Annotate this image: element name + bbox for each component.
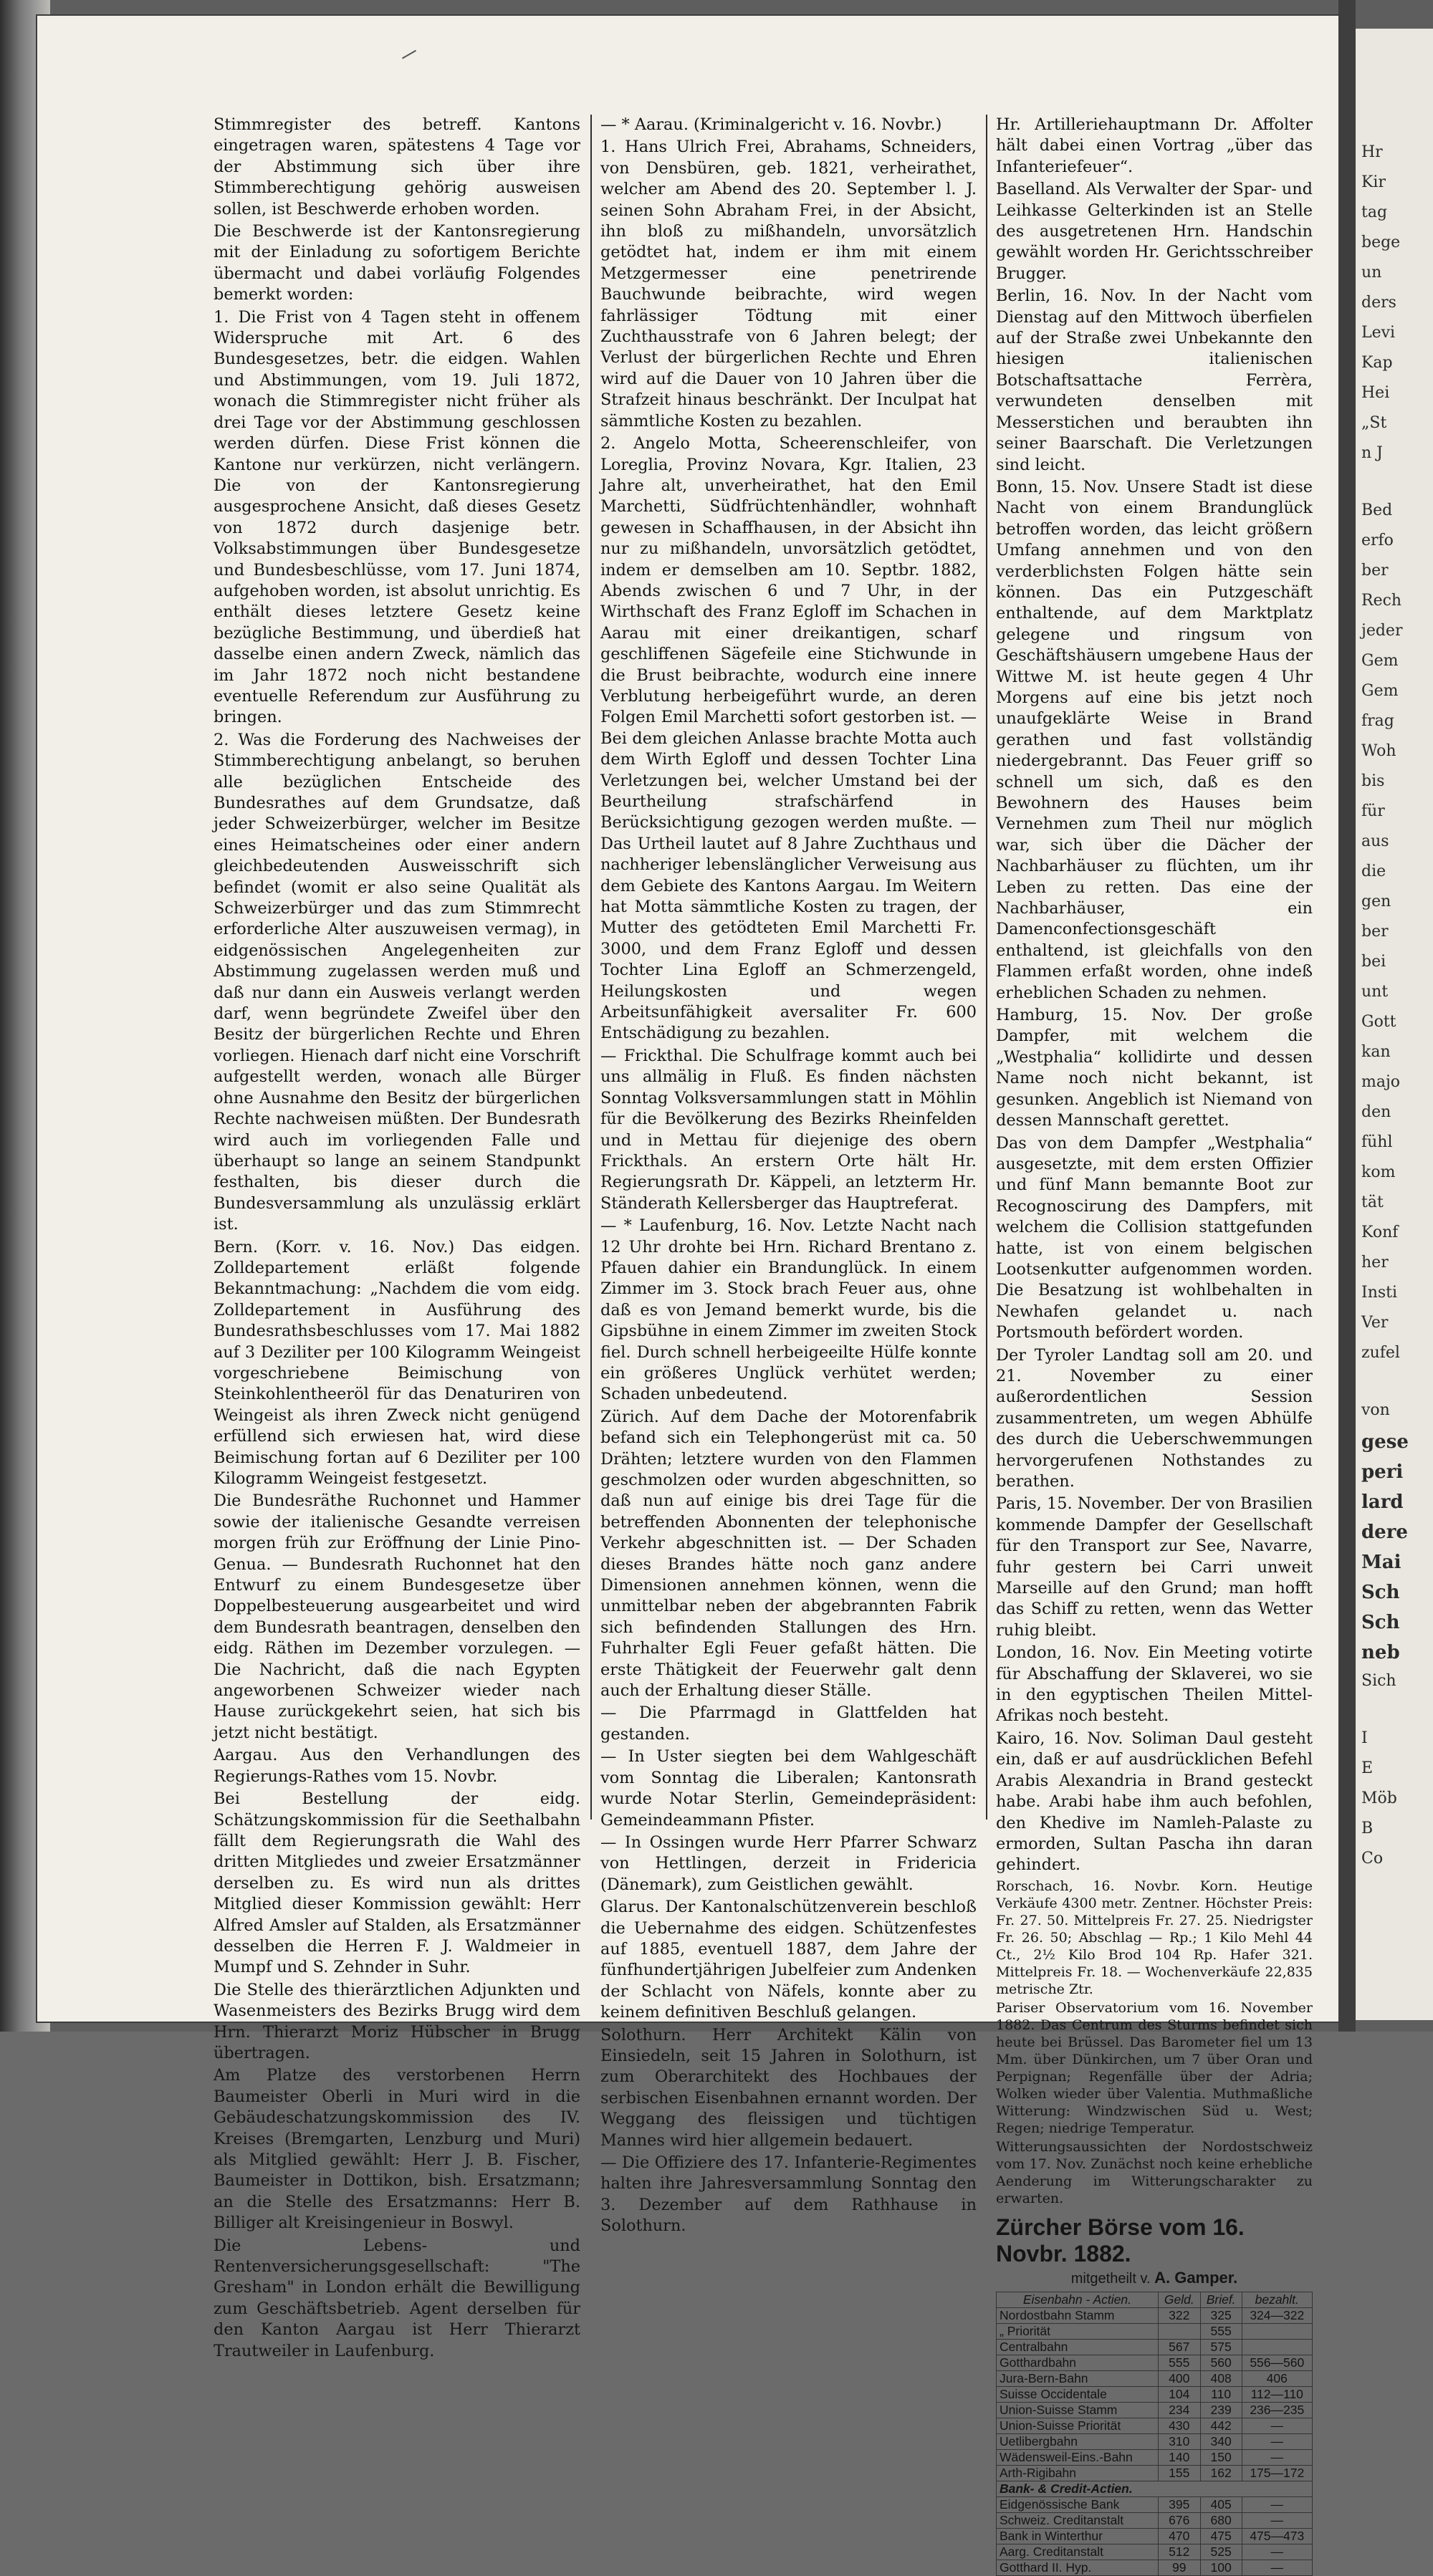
table-row bbox=[997, 2449, 1313, 2465]
table-header: bezahlt. bbox=[1242, 2292, 1312, 2307]
facing-page-text: bege bbox=[1361, 234, 1401, 251]
table-cell: „ Priorität bbox=[997, 2323, 1159, 2339]
facing-page-text: fühl bbox=[1361, 1133, 1393, 1151]
table-cell: 340 bbox=[1200, 2433, 1242, 2449]
table-cell: — bbox=[1242, 2433, 1312, 2449]
facing-page-text: jeder bbox=[1361, 622, 1403, 640]
facing-page-text: un bbox=[1361, 264, 1382, 282]
table-cell: 150 bbox=[1200, 2449, 1242, 2465]
article-paragraph: Bonn, 15. Nov. Unsere Stadt ist diese Nacht von einem Brandunglück betroffen worden, das leicht größern Umfang annehmen und von den verderblichsten Folgen hätte sein können. Das ein Putzgeschäft enthaltende, auf dem Marktplatz gelegene und ringsum von Geschäftshäusern umgebene Haus der Wittwe M. ist heute gegen 4 Uhr Morgens auf eine bis jetzt noch unaufgeklärte Weise in Brand gerathen und fast vollständig niedergebrannt. Das Feuer griff so schnell um sich, daß es den Bewohnern des Hauses beim Vernehmen zum Theil nur möglich war, sich über die Dächer der Nachbarhäuser zu flüchten, um ihr Leben zu retten. Das eine der Nachbarhäuser, ein Damenconfectionsgeschäft enthaltend, ist gleichfalls von den Flammen erfaßt worden, ohne indeß erheblichen Schaden zu nehmen. bbox=[996, 477, 1313, 1002]
table-row bbox=[997, 2370, 1313, 2386]
facing-page-text: Sich bbox=[1361, 1672, 1396, 1690]
article-paragraph: Glarus. Der Kantonalschützenverein beschloß die Uebernahme des eidgen. Schützenfestes auf 1885, eventuell 1887, dem Jahre der fünfhundertjährigen Jubelfeier zum Andenken der Schlacht von Näfels, konnte aber zu keinem definitiven Beschluß gelangen. bbox=[600, 1898, 977, 2022]
column-3 bbox=[996, 115, 1313, 2576]
table-row bbox=[997, 2528, 1313, 2544]
article-paragraph: Der Tyroler Landtag soll am 20. und 21. November zu einer außerordentlichen Session zusammentreten, um wegen Abhülfe des durch die Ueberschwemmungen hervorgerufenen Nothstandes zu berathen. bbox=[996, 1345, 1313, 1491]
table-row bbox=[997, 2496, 1313, 2512]
table-cell: 575 bbox=[1200, 2339, 1242, 2355]
facing-page-text: gese bbox=[1361, 1431, 1409, 1453]
table-cell: 555 bbox=[1200, 2323, 1242, 2339]
article-paragraph: Berlin, 16. Nov. In der Nacht vom Dienstag auf den Mittwoch überfielen auf der Straße zwei Unbekannte den hiesigen italienischen Botschaftsattache Ferrèra, verwundeten denselben mit Messerstichen und beraubten ihn seiner Baarschaft. Die Verletzungen sind leicht. bbox=[996, 287, 1313, 474]
article-paragraph: — Die Offiziere des 17. Infanterie-Regimentes halten ihre Jahresversammlung Sonntag den 3. Dezember auf dem Rathhause in Solothurn. bbox=[600, 2153, 977, 2236]
facing-page-text: Rech bbox=[1361, 592, 1402, 610]
facing-page-text: Gem bbox=[1361, 682, 1399, 700]
table-cell: — bbox=[1242, 2560, 1312, 2575]
table-cell: — bbox=[1242, 2418, 1312, 2433]
article-paragraph: Solothurn. Herr Architekt Kälin von Einsiedeln, seit 15 Jahren in Solothurn, ist zum Oberarchitekt des Hochbaues der serbischen Eisenbahnen ernannt worden. Der Weggang des fleissigen und tüchtigen Mannes wird hier allgemein bedauert. bbox=[600, 2025, 977, 2150]
article-paragraph: Die Beschwerde ist der Kantonsregierung mit der Einladung zu sofortigem Berichte übermacht und dabei vorläufig Folgendes bemerkt worden: bbox=[214, 222, 580, 304]
facing-page-text: die bbox=[1361, 862, 1386, 880]
table-cell: 567 bbox=[1158, 2339, 1200, 2355]
article-paragraph: 2. Was die Forderung des Nachweises der Stimmberechtigung anbelangt, so beruhen alle bezüglichen Entscheide des Bundesrathes auf dem Grundsatze, daß jeder Schweizerbürger, welcher im Besitze eines Heimatscheines oder einer andern gleichbedeutenden Ausweisschrift sich befindet (womit er also seine Qualität als Schweizerbürger und das zum Stimmrecht erforderliche Alter auszuweisen vermag), in eidgenössischen Angelegenheiten zur Abstimmung zugelassen werden muß und daß nur dann ein Ausweis verlangt werden darf, wenn begründete Zweifel über den Besitz der bürgerlichen Rechte und Ehren vorliegen. Hienach darf nicht eine Vorschrift aufgestellt werden, wonach alle Bürger ohne Ausnahme den Besitz der bürgerlichen Rechte nachweisen müßten. Der Bundesrath wird auch im vorliegenden Falle und überhaupt so lange an seinem Standpunkt festhalten, bis dieser durch die Bundesversammlung als unzulässig erklärt ist. bbox=[214, 730, 580, 1234]
article-paragraph: — In Uster siegten bei dem Wahlgeschäft vom Sonntag die Liberalen; Kantonsrath wurde Notar Sterlin, Gemeindepräsident: Gemeindeammann Pfister. bbox=[600, 1747, 977, 1830]
facing-page-text: Konf bbox=[1361, 1224, 1399, 1241]
facing-page-text: zufel bbox=[1361, 1344, 1400, 1362]
facing-page-text: Sch bbox=[1361, 1612, 1400, 1633]
article-paragraph: Stimmregister des betreff. Kantons eingetragen waren, spätestens 4 Tage vor der Abstimmung sich über ihre Stimmberechtigung gehörig ausweisen sollen, ist Beschwerde erhoben worden. bbox=[214, 115, 580, 218]
table-cell: 406 bbox=[1242, 2370, 1312, 2386]
facing-page-text: „St bbox=[1361, 414, 1387, 432]
article-paragraph: Hamburg, 15. Nov. Der große Dampfer, mit welchem die „Westphalia“ kollidirte und dessen Name noch nicht bekannt, ist gesunken. Angeblich ist Niemand von dessen Mannschaft gerettet. bbox=[996, 1006, 1313, 1130]
table-cell: Aarg. Creditanstalt bbox=[997, 2544, 1159, 2560]
table-row bbox=[997, 2402, 1313, 2418]
table-cell: 676 bbox=[1158, 2512, 1200, 2528]
article-paragraph: — In Ossingen wurde Herr Pfarrer Schwarz von Hettlingen, derzeit in Fridericia (Dänemark), zum Geistlichen gewählt. bbox=[600, 1832, 977, 1894]
boerse-firm: A. Gamper. bbox=[1154, 2268, 1238, 2287]
table-row bbox=[997, 2386, 1313, 2402]
facing-page-text: bei bbox=[1361, 953, 1386, 971]
table-cell: 395 bbox=[1158, 2496, 1200, 2512]
facing-page-text: aus bbox=[1361, 832, 1389, 850]
table-cell: Union-Suisse Stamm bbox=[997, 2402, 1159, 2418]
table-row bbox=[997, 2418, 1313, 2433]
facing-page-text: Levi bbox=[1361, 324, 1396, 342]
article-paragraph: Rorschach, 16. Novbr. Korn. Heutige Verkäufe 4300 metr. Zentner. Höchster Preis: Fr. 27. 50. Mittelpreis Fr. 27. 25. Niedrigster Fr. 26. 50; Abschlag — Rp.; 1 Kilo Mehl 44 Ct., 2½ Kilo Brod 104 Rp. Hafer 321. Mittelpreis Fr. 18. — Wochenverkäufe 22,835 metrische Ztr. bbox=[996, 1878, 1313, 1997]
article-paragraph: Hr. Artilleriehauptmann Dr. Affolter hält dabei einen Vortrag „über das Infanteriefeuer“. bbox=[996, 115, 1313, 176]
table-cell: 475 bbox=[1200, 2528, 1242, 2544]
table-cell: Gotthard II. Hyp. bbox=[997, 2560, 1159, 2575]
article-paragraph: Bei Bestellung der eidg. Schätzungskommission für die Seethalbahn fällt dem Regierungsrath die Wahl des dritten Mitgliedes und zweier Ersatzmänner derselben zu. Es wird nun als drittes Mitglied dieser Kommission gewählt: Herr Alfred Amsler auf Stalden, als Ersatzmänner desselben die Herren F. J. Waldmeier in Mumpf und S. Zehnder in Suhr. bbox=[214, 1789, 580, 1977]
facing-page-text: Mai bbox=[1361, 1552, 1401, 1573]
table-cell: 322 bbox=[1158, 2307, 1200, 2323]
facing-page-text: lard bbox=[1361, 1491, 1404, 1513]
facing-page-fragment bbox=[1356, 29, 1433, 2020]
table-cell: — bbox=[1242, 2496, 1312, 2512]
article-paragraph: Bern. (Korr. v. 16. Nov.) Das eidgen. Zolldepartement erläßt folgende Bekanntmachung: „Nachdem die vom eidg. Zolldepartement in Ausführung des Bundesrathsbeschlusses vom 17. Mai 1882 auf 3 Deziliter per 100 Kilogramm Weingeist vorgeschriebene Beimischung von Steinkohlentheeröl für das Denaturiren von Weingeist als ihren Zweck nicht genügend erfüllend sich erwiesen hat, wird diese Beimischung fortan auf 6 Deziliter per 100 Kilogramm Weingeist festgesetzt. bbox=[214, 1237, 580, 1488]
facing-page-text: Hr bbox=[1361, 143, 1383, 161]
article-paragraph: — * Laufenburg, 16. Nov. Letzte Nacht nach 12 Uhr drohte bei Hrn. Richard Brentano z. Pfauen dahier ein Brandunglück. In einem Zimmer im 3. Stock brach Feuer aus, ohne daß es von Jemand bemerkt wurde, bis die Gipsbühne in einem Zimmer im zweiten Stock fiel. Durch schnell herbeigeeilte Hülfe konnte ein größeres Unglück verhütet werden; Schaden unbedeutend. bbox=[600, 1216, 977, 1404]
table-cell: 556—560 bbox=[1242, 2355, 1312, 2370]
table-cell: 430 bbox=[1158, 2418, 1200, 2433]
boerse-title: Zürcher Börse vom 16. Novbr. 1882. bbox=[996, 2214, 1245, 2267]
table-cell: 442 bbox=[1200, 2418, 1242, 2433]
table-cell: Wädensweil-Eins.-Bahn bbox=[997, 2449, 1159, 2465]
table-cell: 555 bbox=[1158, 2355, 1200, 2370]
facing-page-text: I bbox=[1361, 1729, 1368, 1747]
table-row bbox=[997, 2465, 1313, 2481]
table-cell: Bank in Winterthur bbox=[997, 2528, 1159, 2544]
facing-page-text: majo bbox=[1361, 1073, 1401, 1091]
table-section-label: Bank- & Credit-Actien. bbox=[997, 2481, 1313, 2496]
article-paragraph: Pariser Observatorium vom 16. November 1882. Das Centrum des Sturms befindet sich heute bei Brüssel. Das Barometer fiel um 13 Mm. über Dünkirchen, um 7 über Oran und Perpignan; Regenfälle über der Adria; Wolken wieder über Valentia. Muthmaßliche Witterung: Windzwischen Süd u. West; Regen; niedrige Temperatur. bbox=[996, 1999, 1313, 2136]
table-cell: 400 bbox=[1158, 2370, 1200, 2386]
facing-page-text: ber bbox=[1361, 562, 1389, 580]
table-row bbox=[997, 2512, 1313, 2528]
page-gutter bbox=[1338, 0, 1356, 2032]
table-cell: — bbox=[1242, 2449, 1312, 2465]
facing-page-text: Hei bbox=[1361, 384, 1390, 402]
facing-page-text: den bbox=[1361, 1103, 1391, 1121]
table-row bbox=[997, 2355, 1313, 2370]
table-cell: 475—473 bbox=[1242, 2528, 1312, 2544]
article-paragraph: Die Lebens- und Rentenversicherungsgesellschaft: "The Gresham" in London erhält die Bewilligung zum Geschäftsbetrieb. Agent derselben für den Kanton Aargau ist Herr Thierarzt Trautweiler in Laufenburg. bbox=[214, 2236, 580, 2360]
table-cell: Arth-Rigibahn bbox=[997, 2465, 1159, 2481]
table-cell: Gotthardbahn bbox=[997, 2355, 1159, 2370]
table-cell: 310 bbox=[1158, 2433, 1200, 2449]
table-cell: 112—110 bbox=[1242, 2386, 1312, 2402]
column-2 bbox=[600, 115, 977, 2239]
table-cell: 110 bbox=[1200, 2386, 1242, 2402]
table-cell: 405 bbox=[1200, 2496, 1242, 2512]
facing-page-text: von bbox=[1361, 1401, 1390, 1419]
boerse-table bbox=[996, 2292, 1313, 2576]
facing-page-text: Insti bbox=[1361, 1284, 1398, 1302]
article-paragraph: Witterungsaussichten der Nordostschweiz vom 17. Nov. Zunächst noch keine erhebliche Aenderung im Witterungscharakter zu erwarten. bbox=[996, 2138, 1313, 2206]
table-cell: Union-Suisse Priorität bbox=[997, 2418, 1159, 2433]
article-paragraph: 1. Die Frist von 4 Tagen steht in offenem Widerspruche mit Art. 6 des Bundesgesetzes, betr. die eidgen. Wahlen und Abstimmungen, vom 19. Juli 1872, wonach die Stimmregister nicht früher als drei Tage vor der Abstimmung geschlossen werden dürfen. Diese Frist können die Kantone nur verkürzen, nicht verlängern. Die von der Kantonsregierung ausgesprochene Ansicht, daß dieses Gesetz von 1872 durch dasjenige betr. Volksabstimmungen über Bundesgesetze und Bundesbeschlüsse, vom 17. Juni 1874, aufgehoben worden, ist absolut unrichtig. Es enthält dieses letztere Gesetz keine bezügliche Bestimmung, und überdieß hat dasselbe einen andern Zweck, nämlich das im Jahr 1872 noch nicht bestandene eventuelle Referendum zur Ausführung zu bringen. bbox=[214, 307, 580, 727]
article-paragraph: Zürich. Auf dem Dache der Motorenfabrik befand sich ein Telephongerüst mit ca. 50 Drähten; letztere wurden von den Flammen geschmolzen oder wurden abgeschnitten, so daß nun auf einige bis drei Tage für die betreffenden Abonnenten der telephonische Verkehr abgeschnitten ist. — Der Schaden dieses Brandes hätte noch ganz andere Dimensionen annehmen können, wenn die unmittelbar neben der abgebrannten Fabrik sich befindenden Stallungen des Hrn. Fuhrhalter Egli Feuer gefaßt hätten. Die erste Thätigkeit der Feuerwehr galt denn auch der Erhaltung dieser Ställe. bbox=[600, 1407, 977, 1701]
facing-page-text: neb bbox=[1361, 1642, 1400, 1663]
facing-page-text: Ver bbox=[1361, 1314, 1389, 1332]
table-cell: Schweiz. Creditanstalt bbox=[997, 2512, 1159, 2528]
table-row bbox=[997, 2433, 1313, 2449]
table-cell: Jura-Bern-Bahn bbox=[997, 2370, 1159, 2386]
column-rule-1 bbox=[590, 115, 592, 1820]
facing-page-text: n J bbox=[1361, 444, 1383, 462]
article-paragraph: Paris, 15. November. Der von Brasilien kommende Dampfer der Gesellschaft für den Transport zur See, Navarre, fuhr gestern bei Carri unweit Marseille auf den Grund; man hofft das Schiff zu retten, wenn das Wetter ruhig bleibt. bbox=[996, 1494, 1313, 1640]
facing-page-text: B bbox=[1361, 1820, 1374, 1837]
table-cell: Nordostbahn Stamm bbox=[997, 2307, 1159, 2323]
boerse-section bbox=[996, 2214, 1313, 2576]
table-cell: 560 bbox=[1200, 2355, 1242, 2370]
facing-page-text: kom bbox=[1361, 1163, 1396, 1181]
facing-page-text: tät bbox=[1361, 1193, 1384, 1211]
article-paragraph: Am Platze des verstorbenen Herrn Baumeister Oberli in Muri wird in die Gebäudeschatzungskommission des IV. Kreises (Bremgarten, Lenzburg und Muri) als Mitglied gewählt: Herr J. B. Fischer, Baumeister in Dottikon, bish. Ersatzmann; an die Stelle des Ersatzmanns: Herr B. Billiger alt Kreisingenieur in Boswyl. bbox=[214, 2066, 580, 2233]
boerse-subtitle: mitgetheilt v. A. Gamper. bbox=[1070, 2268, 1238, 2287]
facing-page-text: Co bbox=[1361, 1850, 1384, 1868]
article-paragraph: — * Aarau. (Kriminalgericht v. 16. Novbr.) bbox=[600, 115, 942, 134]
facing-page-text: frag bbox=[1361, 712, 1394, 730]
table-row bbox=[997, 2323, 1313, 2339]
facing-page-text: E bbox=[1361, 1759, 1374, 1777]
facing-page-text: Gem bbox=[1361, 652, 1399, 670]
facing-page-text: peri bbox=[1361, 1461, 1404, 1483]
table-cell: 236—235 bbox=[1242, 2402, 1312, 2418]
article-paragraph: Aargau. Aus den Verhandlungen des Regierungs-Rathes vom 15. Novbr. bbox=[214, 1746, 580, 1786]
table-row bbox=[997, 2544, 1313, 2560]
table-cell: 100 bbox=[1200, 2560, 1242, 2575]
facing-page-text: erfo bbox=[1361, 532, 1394, 549]
facing-page-text: kan bbox=[1361, 1043, 1391, 1061]
article-paragraph: Die Stelle des thierärztlichen Adjunkten und Wasenmeisters des Bezirks Brugg wird dem Hrn. Thierarzt Moriz Hübscher in Brugg übertragen. bbox=[214, 1980, 580, 2062]
table-cell bbox=[1242, 2323, 1312, 2339]
table-cell: 239 bbox=[1200, 2402, 1242, 2418]
article-paragraph: 1. Hans Ulrich Frei, Abrahams, Schneiders, von Densbüren, geb. 1821, verheirathet, welcher am Abend des 20. September l. J. seinen Sohn Abraham Frei, in der Absicht, ihn bloß zu mißhandeln, unvorsätzlich getödtet hat, indem er ihm mit einem Metzgermesser eine penetrirende Bauchwunde beibrachte, wird wegen fahrlässiger Tödtung mit einer Zuchthausstrafe von 6 Jahren belegt; der Verlust der bürgerlichen Rechte und Ehren wird auf die Dauer von 10 Jahren über die Strafzeit hinaus beschränkt. Der Inculpat hat sämmtliche Kosten zu bezahlen. bbox=[600, 138, 977, 431]
facing-page-text: Kap bbox=[1361, 354, 1393, 372]
column-1 bbox=[214, 115, 580, 2363]
facing-page-text: her bbox=[1361, 1254, 1389, 1272]
facing-page-text: Woh bbox=[1361, 742, 1396, 760]
facing-page-text: dere bbox=[1361, 1522, 1408, 1543]
article-paragraph: — Frickthal. Die Schulfrage kommt auch bei uns allmälig in Fluß. Es finden nächsten Sonntag Volksversammlungen statt in Möhlin für die Bevölkerung des Bezirks Rheinfelden und in Mettau für diejenige des obern Frickthals. An erstern Orte hält Hr. Regierungsrath Dr. Käppeli, an letzterm Hr. Ständerath Kellersberger das Hauptreferat. bbox=[600, 1046, 977, 1213]
table-cell: 325 bbox=[1200, 2307, 1242, 2323]
facing-page-text: Gott bbox=[1361, 1013, 1396, 1031]
table-cell: 525 bbox=[1200, 2544, 1242, 2560]
table-cell: Eidgenössische Bank bbox=[997, 2496, 1159, 2512]
article-paragraph: 2. Angelo Motta, Scheerenschleifer, von Loreglia, Provinz Novara, Kgr. Italien, 23 Jahre alt, unverheirathet, hat den Emil Marchetti, Südfrüchtenhändler, wohnhaft gewesen in Schaffhausen, in der Absicht ihn nur zu mißhandeln, unvorsätzlich getödtet, indem er demselben am 10. Septbr. 1882, Abends zwischen 6 und 7 Uhr, in der Wirthschaft des Franz Egloff im Schachen in Aarau mit einer dreikantigen, scharf geschliffenen Sägefeile eine Stichwunde in die Brust beibrachte, wodurch eine innere Verblutung herbeigeführt wurde, an deren Folgen Emil Marchetti sofort gestorben ist. — Bei dem gleichen Anlasse brachte Motta auch dem Wirth Egloff und dessen Tochter Lina Verletzungen bei, welcher Umstand bei der Beurtheilung strafschärfend in Berücksichtigung gezogen werden mußte. — Das Urtheil lautet auf 8 Jahre Zuchthaus und nachheriger lebenslänglicher Verweisung aus dem Gebiete des Kantons Aargau. Im Weitern hat Motta sämmtliche Kosten zu tragen, der Mutter des getödteten Emil Marchetti Fr. 3000, und dem Franz Egloff und dessen Tochter Lina Egloff an Schmerzengeld, Heilungskosten und wegen Arbeitsunfähigkeit aversaliter Fr. 600 Entschädigung zu bezahlen. bbox=[600, 434, 977, 1043]
table-cell: 162 bbox=[1200, 2465, 1242, 2481]
table-cell: Centralbahn bbox=[997, 2339, 1159, 2355]
facing-page-text: bis bbox=[1361, 772, 1385, 790]
facing-page-text: Bed bbox=[1361, 501, 1393, 519]
article-paragraph: Das von dem Dampfer „Westphalia“ ausgesetzte, mit dem ersten Offizier und fünf Mann bemannte Boot zur Recognoscirung des Dampfers, mit welchem die Collision stattgefunden hatte, ist von einem belgischen Lootsenkutter aufgenommen worden. Die Besatzung ist wohlbehalten in Newhafen gelandet u. nach Portsmouth befördert worden. bbox=[996, 1133, 1313, 1342]
table-cell bbox=[1158, 2323, 1200, 2339]
table-cell: 408 bbox=[1200, 2370, 1242, 2386]
table-cell: 104 bbox=[1158, 2386, 1200, 2402]
table-cell bbox=[1242, 2339, 1312, 2355]
table-cell: 99 bbox=[1158, 2560, 1200, 2575]
table-cell: — bbox=[1242, 2512, 1312, 2528]
table-header: Eisenbahn - Actien. bbox=[997, 2292, 1159, 2307]
column-rule-2 bbox=[986, 115, 987, 1820]
table-header: Brief. bbox=[1200, 2292, 1242, 2307]
table-row bbox=[997, 2560, 1313, 2575]
facing-page-text: tag bbox=[1361, 203, 1388, 221]
facing-page-text: Möb bbox=[1361, 1789, 1397, 1807]
facing-page-text: gen bbox=[1361, 893, 1391, 910]
table-cell: 470 bbox=[1158, 2528, 1200, 2544]
table-row bbox=[997, 2307, 1313, 2323]
table-cell: 234 bbox=[1158, 2402, 1200, 2418]
market-reports bbox=[996, 1878, 1313, 2207]
table-cell: Suisse Occidentale bbox=[997, 2386, 1159, 2402]
table-row bbox=[997, 2339, 1313, 2355]
article-paragraph: Kairo, 16. Nov. Soliman Daul gesteht ein, daß er auf ausdrücklichen Befehl Arabis Alexandria in Brand gesteckt habe. Arabi habe ihm auch befohlen, den Khedive im Namleh-Palaste zu ermorden, Sultan Pascha ihn daran gehindert. bbox=[996, 1729, 1313, 1875]
table-cell: 155 bbox=[1158, 2465, 1200, 2481]
article-paragraph: Baselland. Als Verwalter der Spar- und Leihkasse Gelterkinden ist an Stelle des ausgetretenen Hrn. Handschin gewählt worden Hr. Gerichtsschreiber Brugger. bbox=[996, 180, 1313, 283]
article-paragraph: Die Bundesräthe Ruchonnet und Hammer sowie der italienische Gesandte verreisen morgen früh zur Eröffnung der Linie Pino-Genua. — Bundesrath Ruchonnet hat den Entwurf zu einem Bundesgesetze über Doppelbesteuerung ausgearbeitet und wird dem Bundesrath beantragen, denselben den eidg. Räthen im Dezember vorzulegen. — Die Nachricht, daß die nach Egypten angeworbenen Schweizer wieder nach Hause zurückgekehrt seien, hat sich bis jetzt nicht bestätigt. bbox=[214, 1491, 580, 1742]
table-cell: Uetlibergbahn bbox=[997, 2433, 1159, 2449]
facing-page-text: für bbox=[1361, 802, 1385, 820]
facing-page-text: Sch bbox=[1361, 1582, 1400, 1603]
table-cell: 512 bbox=[1158, 2544, 1200, 2560]
table-cell: 324—322 bbox=[1242, 2307, 1312, 2323]
facing-page-text: unt bbox=[1361, 983, 1389, 1001]
article-paragraph: London, 16. Nov. Ein Meeting votirte für Abschaffung der Sklaverei, wo sie in den egyptischen Theilen Mittel-Afrikas noch besteht. bbox=[996, 1643, 1313, 1726]
table-cell: 140 bbox=[1158, 2449, 1200, 2465]
article-paragraph: — Die Pfarrmagd in Glattfelden hat gestanden. bbox=[600, 1703, 977, 1744]
table-cell: 680 bbox=[1200, 2512, 1242, 2528]
facing-page-text: Kir bbox=[1361, 173, 1386, 191]
table-cell: 175—172 bbox=[1242, 2465, 1312, 2481]
facing-page-text: ber bbox=[1361, 923, 1389, 941]
table-header: Geld. bbox=[1158, 2292, 1200, 2307]
table-cell: — bbox=[1242, 2544, 1312, 2560]
facing-page-text: ders bbox=[1361, 294, 1396, 312]
